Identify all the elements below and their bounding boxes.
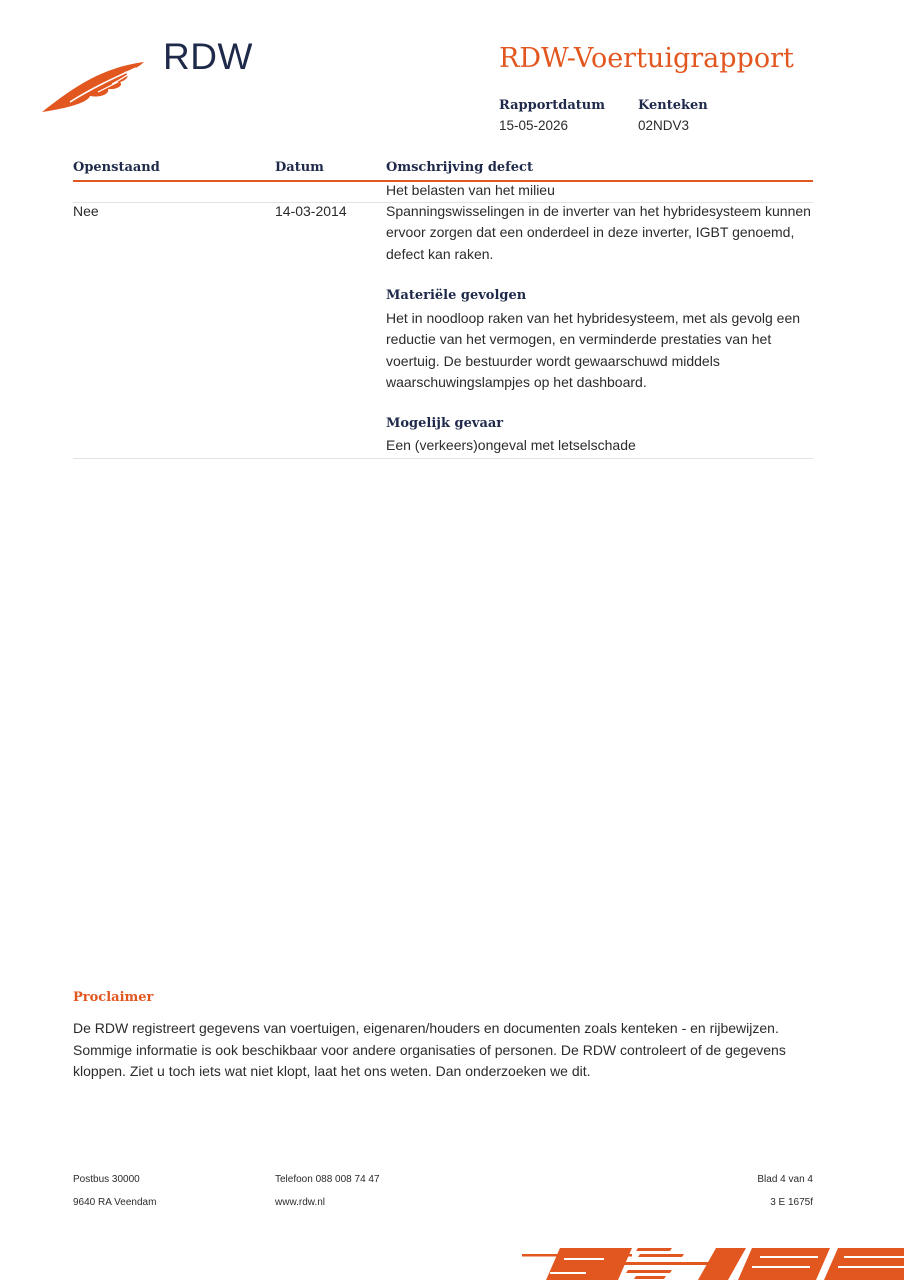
- rdw-logo-icon: [40, 58, 150, 117]
- row-divider: [73, 458, 813, 459]
- report-title: RDW-Voertuigrapport: [499, 43, 794, 74]
- footer-postbus: Postbus 30000: [73, 1174, 140, 1185]
- proclaimer-text: De RDW registreert gegevens van voertuigen, eigenaren/houders en documenten zoals kenteken - en rijbewijzen. Sommige informatie is ook beschikbaar voor andere organisaties of personen. De RDW controleert of de gegevens kloppen. Ziet u toch iets wat niet klopt, laat het ons weten. Dan onderzoeken we dit.: [73, 1020, 786, 1079]
- defect-datum: 14-03-2014: [275, 203, 347, 219]
- footer-postcode: 9640 RA Veendam: [73, 1197, 157, 1208]
- possible-danger-text: Een (verkeers)ongeval met letselschade: [386, 437, 636, 453]
- decorative-stripes-icon: [520, 1244, 904, 1283]
- footer-document-code: 3 E 1675f: [770, 1197, 813, 1208]
- defect-description: Spanningswisselingen in de inverter van het hybridesysteem kunnen ervoor zorgen dat een onderdeel in deze inverter, IGBT genoemd, defect kan raken.: [386, 203, 811, 262]
- proclaimer-heading: Proclaimer: [73, 990, 154, 1005]
- plate-label: Kenteken: [638, 98, 708, 113]
- brand-name: RDW: [163, 36, 253, 77]
- column-header-omschrijving: Omschrijving defect: [386, 160, 533, 175]
- possible-danger-heading: Mogelijk gevaar: [386, 416, 504, 431]
- carryover-description: Het belasten van het milieu: [386, 182, 555, 198]
- footer-website-link[interactable]: www.rdw.nl: [275, 1197, 326, 1208]
- plate-value: 02NDV3: [638, 118, 690, 133]
- report-date-value: 15-05-2026: [499, 118, 569, 133]
- defect-openstaand: Nee: [73, 203, 99, 219]
- report-date-label: Rapportdatum: [499, 98, 605, 113]
- footer-phone: Telefoon 088 008 74 47: [275, 1174, 380, 1185]
- footer-page-number: Blad 4 van 4: [757, 1174, 813, 1185]
- material-consequences-heading: Materiële gevolgen: [386, 288, 527, 303]
- column-header-openstaand: Openstaand: [73, 160, 160, 175]
- material-consequences-text: Het in noodloop raken van het hybridesysteem, met als gevolg een reductie van het vermogen, en verminderde prestaties van het voertuig. De bestuurder wordt gewaarschuwd middels waarschuwingslampjes op het dashboard.: [386, 310, 801, 390]
- column-header-datum: Datum: [275, 160, 324, 175]
